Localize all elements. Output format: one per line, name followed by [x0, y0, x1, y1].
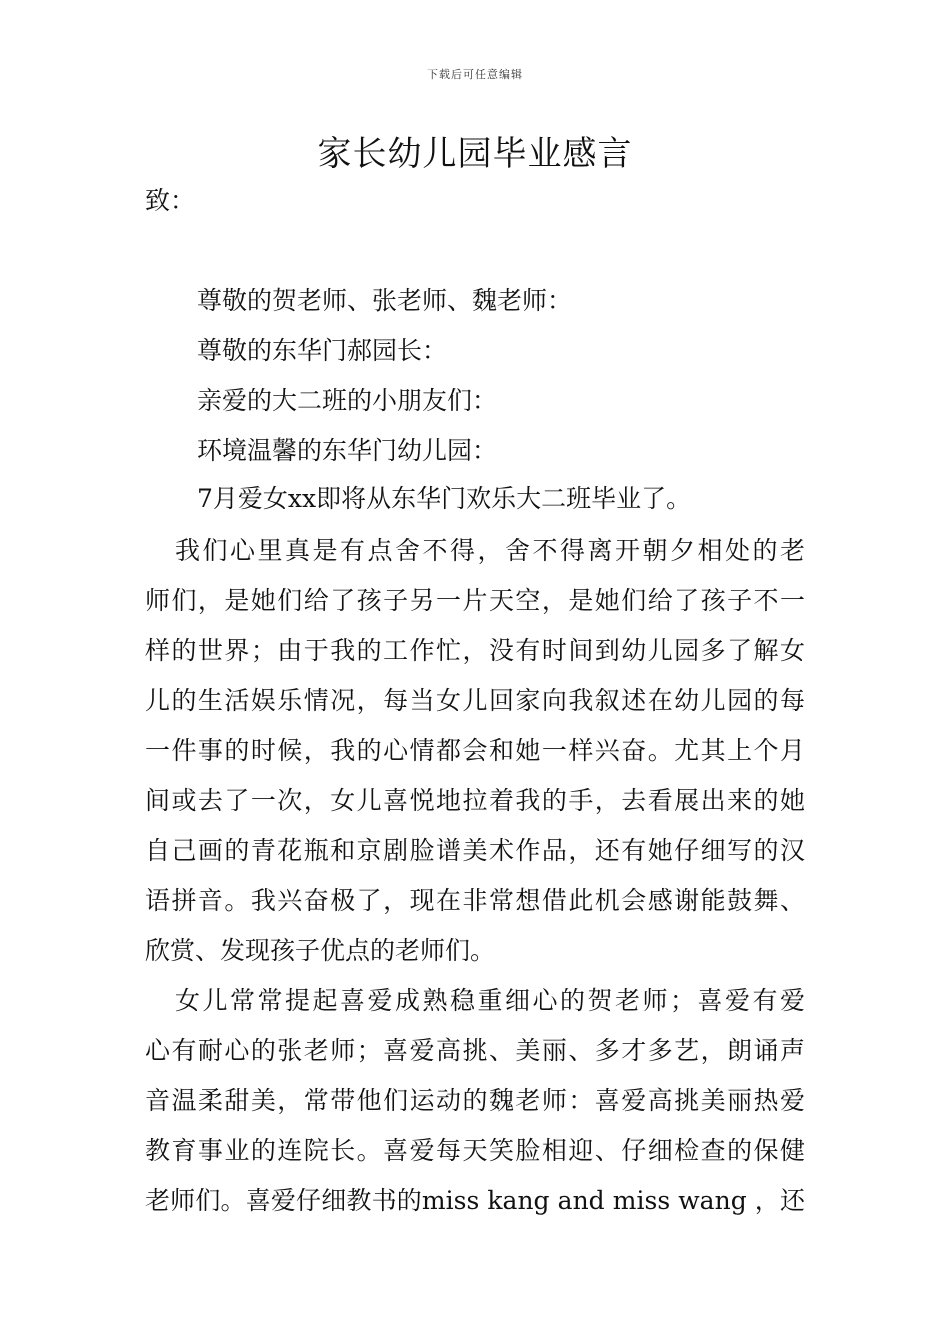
paragraph-line: 儿的生活娱乐情况，每当女儿回家向我叙述在幼儿园的每 — [145, 686, 805, 715]
intro-line: 7月爱女xx即将从东华门欢乐大二班毕业了。 — [197, 484, 692, 513]
addressee-line: 环境温馨的东华门幼儿园： — [197, 436, 498, 465]
paragraph-line: 自己画的青花瓶和京剧脸谱美术作品，还有她仔细写的汉 — [145, 836, 805, 865]
paragraph-line: 语拼音。我兴奋极了，现在非常想借此机会感谢能鼓舞、 — [145, 886, 805, 915]
paragraph-line: 样的世界；由于我的工作忙，没有时间到幼儿园多了解女 — [145, 636, 805, 665]
paragraph-line: 一件事的时候，我的心情都会和她一样兴奋。尤其上个月 — [145, 736, 805, 765]
paragraph-line: 我们心里真是有点舍不得，舍不得离开朝夕相处的老 — [175, 536, 805, 565]
salutation: 致： — [145, 186, 196, 215]
paragraph-line: 师们，是她们给了孩子另一片天空，是她们给了孩子不一 — [145, 586, 805, 615]
paragraph-line: 欣赏、发现孩子优点的老师们。 — [145, 936, 496, 965]
document-title: 家长幼儿园毕业感言 — [317, 134, 633, 174]
paragraph-line: 老师们。喜爱仔细教书的miss kang and miss wang ，还 — [145, 1186, 805, 1215]
header-note: 下载后可任意编辑 — [427, 68, 523, 81]
addressee-line: 亲爱的大二班的小朋友们： — [197, 386, 498, 415]
paragraph-line: 教育事业的连院长。喜爱每天笑脸相迎、仔细检查的保健 — [145, 1136, 805, 1165]
paragraph-line: 心有耐心的张老师；喜爱高挑、美丽、多才多艺，朗诵声 — [145, 1036, 805, 1065]
paragraph-line: 间或去了一次，女儿喜悦地拉着我的手，去看展出来的她 — [145, 786, 805, 815]
paragraph-line: 音温柔甜美，常带他们运动的魏老师：喜爱高挑美丽热爱 — [145, 1086, 805, 1115]
paragraph-line: 女儿常常提起喜爱成熟稳重细心的贺老师；喜爱有爱 — [175, 986, 805, 1015]
addressee-line: 尊敬的贺老师、张老师、魏老师： — [197, 286, 573, 315]
addressee-line: 尊敬的东华门郝园长： — [197, 336, 448, 365]
